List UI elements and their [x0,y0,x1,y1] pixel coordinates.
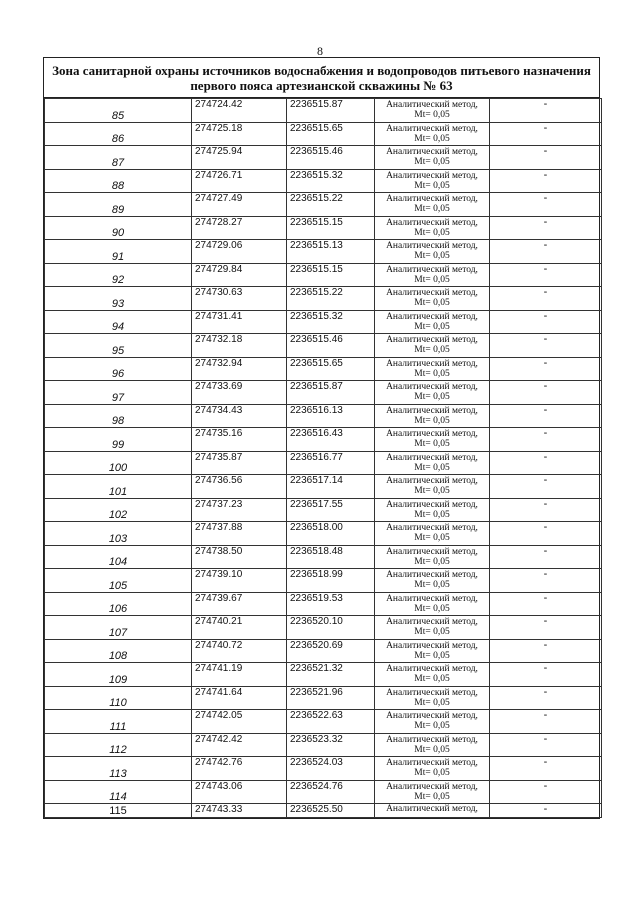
method-label: Аналитический метод, [386,288,478,298]
method-cell [375,475,490,499]
dash-cell: - [490,451,602,475]
point-number: 88 [45,169,192,193]
method-label: Аналитический метод, [386,617,478,627]
coordinate-x: 274737.23 [192,498,287,522]
coordinate-y: 2236518.48 [287,545,375,569]
coordinate-y: 2236515.46 [287,146,375,170]
method-label: Аналитический метод, [386,241,478,251]
table-row [45,451,602,475]
point-number: 93 [45,287,192,311]
point-number: 114 [45,780,192,804]
coordinate-y: 2236524.03 [287,757,375,781]
coordinate-y: 2236523.32 [287,733,375,757]
point-number: 101 [45,475,192,499]
accuracy-label: Mt= 0,05 [414,204,450,214]
coordinate-y: 2236515.32 [287,169,375,193]
coordinate-x: 274734.43 [192,404,287,428]
dash-cell: - [490,475,602,499]
table-row [45,569,602,593]
table-row [45,522,602,546]
dash-cell: - [490,804,602,818]
point-number: 111 [45,710,192,734]
method-cell [375,451,490,475]
coordinate-x: 274741.19 [192,663,287,687]
method-cell [375,733,490,757]
method-label: Аналитический метод, [386,264,478,275]
point-number: 95 [45,334,192,358]
coordinate-x: 274730.63 [192,287,287,311]
point-number: 87 [45,146,192,170]
table-row [45,99,602,123]
table-row [45,169,602,193]
dash-cell: - [490,357,602,381]
method-label: Аналитический метод, [386,687,478,698]
coordinate-x: 274731.41 [192,310,287,334]
table-row [45,428,602,452]
method-cell [375,334,490,358]
dash-cell: - [490,686,602,710]
dash-cell: - [490,639,602,663]
accuracy-label: Mt= 0,05 [414,791,450,802]
method-label: Аналитический метод, [386,429,478,439]
method-label: Аналитический метод, [386,123,478,134]
method-cell [375,357,490,381]
accuracy-label: Mt= 0,05 [414,462,450,473]
table-row [45,193,602,217]
coordinate-x: 274743.06 [192,780,287,804]
point-number: 90 [45,216,192,240]
coordinate-x: 274741.64 [192,686,287,710]
header-line-1: Зона санитарной охраны источников водоснабжения и водопроводов питьевого назначения [52,63,591,78]
method-label: Аналитический метод, [386,476,478,486]
method-cell [375,428,490,452]
coordinate-y: 2236515.65 [287,357,375,381]
accuracy-label: Mt= 0,05 [414,368,450,379]
point-number: 106 [45,592,192,616]
coordinate-y: 2236520.69 [287,639,375,663]
coordinate-y: 2236521.32 [287,663,375,687]
point-number: 99 [45,428,192,452]
method-label: Аналитический метод, [386,194,478,204]
dash-cell: - [490,545,602,569]
point-number: 97 [45,381,192,405]
coordinate-x: 274738.50 [192,545,287,569]
point-number: 94 [45,310,192,334]
coordinate-x: 274735.16 [192,428,287,452]
coordinate-y: 2236516.43 [287,428,375,452]
method-cell [375,522,490,546]
method-cell [375,216,490,240]
coordinate-x: 274725.94 [192,146,287,170]
dash-cell: - [490,569,602,593]
table-row [45,122,602,146]
coordinate-x: 274739.67 [192,592,287,616]
method-label: Аналитический метод, [386,311,478,322]
accuracy-label: Mt= 0,05 [414,345,450,355]
accuracy-label: Mt= 0,05 [414,415,450,426]
accuracy-label: Mt= 0,05 [414,133,450,144]
accuracy-label: Mt= 0,05 [414,110,450,120]
method-cell [375,381,490,405]
coordinate-y: 2236516.13 [287,404,375,428]
method-label: Аналитический метод, [386,170,478,181]
method-label: Аналитический метод, [386,711,478,721]
accuracy-label: Mt= 0,05 [414,392,450,402]
coordinates-table-body [45,99,602,818]
coordinate-y: 2236517.55 [287,498,375,522]
method-cell [375,287,490,311]
dash-cell: - [490,710,602,734]
method-label: Аналитический метод, [386,452,478,463]
table-row [45,616,602,640]
coordinate-y: 2236515.32 [287,310,375,334]
accuracy-label: Mt= 0,05 [414,768,450,778]
dash-cell: - [490,310,602,334]
table-row [45,498,602,522]
coordinate-x: 274737.88 [192,522,287,546]
method-label: Аналитический метод, [386,147,478,157]
dash-cell: - [490,193,602,217]
dash-cell: - [490,616,602,640]
table-row [45,287,602,311]
coordinate-y: 2236522.63 [287,710,375,734]
dash-cell: - [490,169,602,193]
coordinate-x: 274739.10 [192,569,287,593]
point-number: 86 [45,122,192,146]
table-row [45,334,602,358]
table-row [45,216,602,240]
coordinate-y: 2236519.53 [287,592,375,616]
coordinate-x: 274726.71 [192,169,287,193]
dash-cell: - [490,428,602,452]
coordinate-x: 274729.06 [192,240,287,264]
point-number: 92 [45,263,192,287]
method-cell [375,263,490,287]
accuracy-label: Mt= 0,05 [414,227,450,238]
coordinate-y: 2236518.00 [287,522,375,546]
coordinate-x: 274740.72 [192,639,287,663]
dash-cell: - [490,263,602,287]
table-row [45,240,602,264]
method-label: Аналитический метод, [386,217,478,228]
method-cell [375,569,490,593]
method-cell [375,780,490,804]
method-cell [375,498,490,522]
dash-cell: - [490,592,602,616]
point-number: 110 [45,686,192,710]
coordinates-table [44,98,602,818]
method-cell [375,639,490,663]
table-row [45,592,602,616]
method-label: Аналитический метод, [386,734,478,745]
coordinate-y: 2236515.22 [287,287,375,311]
point-number: 109 [45,663,192,687]
method-cell [375,804,490,818]
header-line-2: первого пояса артезианской скважины № 63 [190,78,453,93]
point-number: 112 [45,733,192,757]
table-row [45,404,602,428]
dash-cell: - [490,663,602,687]
table-row [45,639,602,663]
method-label: Аналитический метод, [386,100,478,110]
method-label: Аналитический метод, [386,781,478,792]
accuracy-label: Mt= 0,05 [414,251,450,261]
accuracy-label: Mt= 0,05 [414,580,450,590]
table-row [45,357,602,381]
coordinate-x: 274736.56 [192,475,287,499]
coordinate-x: 274729.84 [192,263,287,287]
method-label: Аналитический метод, [386,382,478,392]
coordinate-y: 2236515.22 [287,193,375,217]
method-cell [375,616,490,640]
table-row [45,663,602,687]
coordinate-x: 274742.76 [192,757,287,781]
accuracy-label: Mt= 0,05 [414,180,450,191]
method-label: Аналитический метод, [386,570,478,580]
dash-cell: - [490,122,602,146]
dash-cell: - [490,334,602,358]
table-row [45,475,602,499]
coordinate-y: 2236520.10 [287,616,375,640]
point-number: 113 [45,757,192,781]
dash-cell: - [490,733,602,757]
dash-cell: - [490,757,602,781]
coordinate-x: 274742.05 [192,710,287,734]
coordinate-y: 2236521.96 [287,686,375,710]
coordinate-y: 2236524.76 [287,780,375,804]
accuracy-label: Mt= 0,05 [414,603,450,614]
coordinate-x: 274740.21 [192,616,287,640]
method-label: Аналитический метод, [386,593,478,604]
coordinate-x: 274724.42 [192,99,287,123]
table-row [45,263,602,287]
accuracy-label: Mt= 0,05 [414,721,450,731]
table-row [45,310,602,334]
coordinate-y: 2236525.50 [287,804,375,818]
method-cell [375,404,490,428]
dash-cell: - [490,498,602,522]
coordinate-y: 2236515.65 [287,122,375,146]
coordinate-x: 274732.94 [192,357,287,381]
coordinate-x: 274733.69 [192,381,287,405]
coordinate-y: 2236515.46 [287,334,375,358]
accuracy-label: Mt= 0,05 [414,321,450,332]
coordinates-sheet [43,57,600,819]
dash-cell: - [490,240,602,264]
method-cell [375,545,490,569]
table-row [45,733,602,757]
method-label: Аналитический метод, [386,546,478,557]
accuracy-label: Mt= 0,05 [414,627,450,637]
coordinate-y: 2236515.87 [287,381,375,405]
coordinate-x: 274728.27 [192,216,287,240]
coordinate-x: 274742.42 [192,733,287,757]
dash-cell: - [490,216,602,240]
method-label: Аналитический метод, [386,523,478,533]
method-cell [375,193,490,217]
accuracy-label: Mt= 0,05 [414,439,450,449]
table-row [45,146,602,170]
method-cell [375,122,490,146]
table-row [45,780,602,804]
coordinate-x: 274735.87 [192,451,287,475]
accuracy-label: Mt= 0,05 [414,509,450,520]
dash-cell: - [490,287,602,311]
coordinate-y: 2236516.77 [287,451,375,475]
method-cell [375,240,490,264]
method-label: Аналитический метод, [386,358,478,369]
accuracy-label: Mt= 0,05 [414,744,450,755]
coordinate-y: 2236518.99 [287,569,375,593]
method-cell [375,146,490,170]
dash-cell: - [490,99,602,123]
point-number: 85 [45,99,192,123]
dash-cell: - [490,780,602,804]
method-cell [375,710,490,734]
method-label: Аналитический метод, [386,335,478,345]
method-cell [375,99,490,123]
accuracy-label: Mt= 0,05 [414,556,450,567]
point-number: 107 [45,616,192,640]
accuracy-label: Mt= 0,05 [414,697,450,708]
dash-cell: - [490,404,602,428]
point-number: 98 [45,404,192,428]
coordinate-x: 274725.18 [192,122,287,146]
dash-cell: - [490,146,602,170]
table-row [45,545,602,569]
point-number: 100 [45,451,192,475]
dash-cell: - [490,381,602,405]
point-number: 108 [45,639,192,663]
accuracy-label: Mt= 0,05 [414,533,450,543]
point-number: 96 [45,357,192,381]
coordinate-y: 2236515.15 [287,216,375,240]
table-header [44,58,599,98]
table-row [45,710,602,734]
coordinate-x: 274727.49 [192,193,287,217]
method-label: Аналитический метод, [386,804,478,814]
method-cell [375,592,490,616]
point-number: 105 [45,569,192,593]
point-number: 89 [45,193,192,217]
method-label: Аналитический метод, [386,405,478,416]
accuracy-label: Mt= 0,05 [414,486,450,496]
accuracy-label: Mt= 0,05 [414,650,450,661]
coordinate-y: 2236515.13 [287,240,375,264]
coordinate-x: 274732.18 [192,334,287,358]
accuracy-label: Mt= 0,05 [414,157,450,167]
accuracy-label: Mt= 0,05 [414,674,450,684]
table-row [45,381,602,405]
table-row [45,804,602,818]
method-cell [375,686,490,710]
method-cell [375,757,490,781]
method-label: Аналитический метод, [386,640,478,651]
method-cell [375,663,490,687]
table-row [45,757,602,781]
method-label: Аналитический метод, [386,664,478,674]
method-cell [375,169,490,193]
accuracy-label: Mt= 0,05 [414,274,450,285]
method-label: Аналитический метод, [386,499,478,510]
coordinate-x: 274743.33 [192,804,287,818]
coordinate-y: 2236515.87 [287,99,375,123]
accuracy-label: Mt= 0,05 [414,298,450,308]
method-cell [375,310,490,334]
point-number: 115 [45,804,192,818]
point-number: 104 [45,545,192,569]
coordinate-y: 2236515.15 [287,263,375,287]
point-number: 91 [45,240,192,264]
method-label: Аналитический метод, [386,758,478,768]
table-row [45,686,602,710]
dash-cell: - [490,522,602,546]
point-number: 102 [45,498,192,522]
coordinate-y: 2236517.14 [287,475,375,499]
point-number: 103 [45,522,192,546]
page-number: 8 [317,44,323,58]
